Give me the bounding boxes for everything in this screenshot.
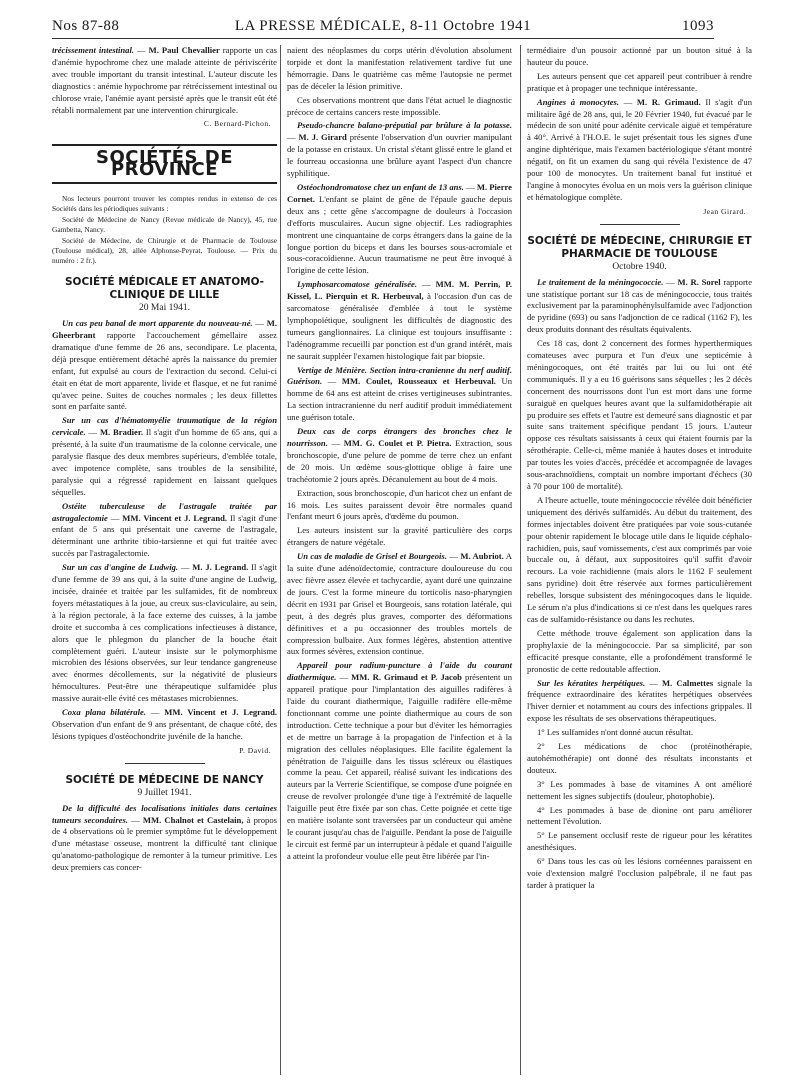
- header-rule: [52, 38, 714, 39]
- article: Ostéochondromatose chez un enfant de 13 ans. — M. Pierre Cornet. L'enfant se plaint de gêne de l'épaule gauche depuis deux ans ; cette gêne s'accompagne de douleurs à l'occasion d'efforts musculaires. Aucun signe objectif. Les radiographies montrent une cinquantaine de corps étrangers dans la gaine de la longue portion du biceps et dans les bourses sous-acromiale et sous-coracoïdienne. Aucun traumatisme ne peut être invoqué à l'origine de cette lésion.: [287, 181, 512, 276]
- intro-note: Nos lecteurs pourront trouver les comptes rendus in extenso de ces Sociétés dans les périodiques suivants :: [52, 194, 277, 214]
- separator-rule: [125, 763, 205, 764]
- reference: Société de Médecine de Nancy (Revue médicale de Nancy), 45, rue Gambetta, Nancy.: [52, 215, 277, 235]
- list-item: 6° Dans tous les cas où les lésions cornéennes paraissent en voie d'extension malgré l'occlusion palpébrale, il ne faut pas tarder à pratiquer la: [527, 856, 752, 890]
- list-item: 4° Les pommades à base de dionine ont paru améliorer nettement l'évolution.: [527, 804, 752, 827]
- article: Pseudo-chancre balano-préputial par brûlure à la potasse. — M. J. Girard présente l'observation d'un ouvrier manipulant de la potasse en cristaux. Un cristal s'étant glissé entre le gland et le fourreau occasionna une brûlure ayant l'aspect d'un chancre syphilitique.: [287, 120, 512, 179]
- paragraph: Ces 18 cas, dont 2 concernent des formes hyperthermiques comateuses avec purpura et l'un d'eux une septicémie à méningocoques, ont été traités par lui ou lui ont été communiqués. Il y a eu 16 guérisons sans séquelles ; les 2 décès concernent des nourrissons dont l'un est mort dans une forme suraiguë en quelques heures avant que la sulfamidothérapie ait pu produire ses effets et l'autre est demeuré sans diagnostic et par suite sans traitement spécifique pendant 15 jours. L'auteur oppose ces résultats saisissants à ceux qui étaient fournis par la sérothérapie. Celle-ci, même maniée à hautes doses et introduite par toutes les voies d'accès, précédée et accompagnée de lavages sous-arachnoïdiens, comptait un nombre important d'échecs (30 à 70 pour 100 de mortalité).: [527, 338, 752, 491]
- paragraph: Cette méthode trouve également son application dans la prophylaxie de la méningococcie. Par sa simplicité, par son efficacité presque constante, elle a profondément transformé le pronostic de cette redoutable affection.: [527, 627, 752, 674]
- list-item: 1° Les sulfamides n'ont donné aucun résultat.: [537, 727, 694, 738]
- page-number: 1093: [682, 18, 714, 34]
- paragraph: termédiaire d'un pousoir actionné par un bouton situé à la hauteur du pouce.: [527, 45, 752, 67]
- list-item: 5° Le pansement occlusif reste de rigueur pour les kératites anesthésiques.: [527, 830, 752, 853]
- list-item: 2° Les médications de choc (protéinothérapie, autohémothérapie) ont donné des résultats inconstants et douteux.: [527, 741, 752, 775]
- society-title: SOCIÉTÉ DE MÉDECINE DE NANCY: [65, 773, 264, 786]
- column-3: [527, 45, 752, 894]
- separator-rule: [600, 224, 680, 225]
- paragraph: naient des néoplasmes du corps utérin d'évolution absolument torpide et dont la manifestation relativement tardive fut une hémorragie. Dans le quatrième cas même l'autopsie ne permet pas de déceler la lésion primitive.: [287, 45, 512, 91]
- article: Sur un cas d'angine de Ludwig. — M. J. Legrand. Il s'agit d'une femme de 39 ans qui, à la suite d'une angine de Ludwig, incisée, drainée et traitée par les sulfamides, fit de nombreux foyers métastatiques à la joue, au creux sus-claviculaire, au sein, à la région pectorale, à la face externe des cuisses, à la jambe droite et succomba à ces complications infectieuses à distance, alors que le phlegmon du plancher de la bouche était complètement guéri. L'auteur insiste sur le polymorphisme microbien des lésions observées, sur leur tendance gangreneuse avec énormes décollements, sur la négativité de plusieurs hémocultures. Peut-être une thérapeutique sulfamidée plus massive aurait-elle évité ces métastases microbiennes.: [52, 562, 277, 704]
- column-1: [52, 45, 277, 876]
- paragraph: Les auteurs insistent sur la gravité particulière des corps étrangers de nature végétale.: [287, 525, 512, 548]
- article: Vertige de Ménière. Section intra-cranienne du nerf auditif. Guérison. — MM. Coulet, Rousseaux et Herbeuval. Un homme de 64 ans est atteint de crises vertigineuses subintrantes. La section intracranienne du nerf auditif produit immédiatement une guérison totale.: [287, 364, 512, 423]
- signature: C. Bernard-Pichon.: [203, 119, 271, 129]
- paragraph: A l'heure actuelle, toute méningococcie révélée doit bénéficier uniquement des dérivés sulfamidés. Au début du traitement, des formes injectables doivent être pratiquées par voie sous-cutanée pour obtenir rapidement le blocage utile dans le liquide céphalo-rachidien, puis, sauf vomissements, c'est aux comprimés par voie buccale ou, à défaut, aux suppositoires qu'il suffit d'avoir recours. La voie rachidienne (mais alors le 1162 F seulement sans pyridine) doit être réservée aux formes particulièrement rebelles, lorsque subsistent des méningocoques dans le liquide. Le sérum n'a plus d'indications si ce n'est dans les quelques rares cas de sulfamido-résistance ou dans les rechutes.: [527, 494, 752, 624]
- list-item: 3° Les pommades à base de vitamines A ont amélioré nettement les signes subjectifs (douleur, photophobie).: [527, 778, 752, 801]
- article: Sur les kératites herpétiques. — M. Calmettes signale la fréquence extraordinaire des kératites herpétiques observées l'hiver dernier et notamment au cours des infections grippales. Il expose les résultats de ses observations thérapeutiques.: [527, 677, 753, 724]
- article: Coxa plana bilatérale. — MM. Vincent et J. Legrand. Observation d'un enfant de 9 ans présentant, de chaque côté, des lésions typiques d'ostéochondrite juvénile de la hanche.: [52, 707, 278, 741]
- paragraph: Les auteurs pensent que cet appareil peut contribuer à rendre pratique et à propager une technique intéressante.: [527, 70, 752, 93]
- column-2: [287, 45, 512, 865]
- article: Deux cas de corps étrangers des bronches chez le nourrisson. — MM. G. Coulet et P. Pietra. Extraction, sous bronchoscopie, d'une pelure de pomme de terre chez un enfant de 20 mois. Un œdème sous-glottique oblige à faire une trachéotomie 2 jours après. Décanulement au bout de 4 mois.: [287, 426, 512, 484]
- article: Le traitement de la méningococcie. — M. R. Sorel rapporte une statistique portant sur 18 cas de méningococcie, tous traités exclusivement par la paraminophénylsulfamide avec l'adjonction de pyridine (693) ou sans l'adjonction de ce radical (1162 F), les deux produits donnant des résultats équivalents.: [527, 276, 753, 335]
- article: Ostéite tuberculeuse de l'astragale traitée par astragalectomie — MM. Vincent et J. Legrand. Il s'agit d'une enfant de 5 ans qui présentait une caverne de l'astragale, déterminant une arthrite tibio-tarsienne et qui fut traitée avec succès par l'astragalectomie.: [52, 500, 277, 559]
- signature: P. David.: [239, 745, 271, 755]
- article: Un cas peu banal de mort apparente du nouveau-né. — M. Gheerbrant rapporte l'accouchement gémellaire assez dramatique d'une femme de 26 ans, secondipare. Le placenta, déjà presque entièrement détaché après la naissance du premier enfant, fut expulsé au cours de l'extraction du second. Celui-ci était en état de mort apparente, livide et flasque, et ne fut ranimé qu'avec peine. Suites de couches normales ; les deux fillettes sont en parfaite santé.: [52, 318, 277, 412]
- article: Appareil pour radium-puncture à l'aide du courant diathermique. — MM. R. Grimaud et P. Jacob présentent un appareil pratique pour l'implantation des aiguilles radifères à l'aide du courant diathermique, l'aiguille radifère elle-même fonctionnant comme une pointe diathermique au cours de son introduction. Cette technique a pour but d'éviter les hémorragies et de mettre un barrage à la propagation de l'infection et à la migration des cellules néoplasiques. Elle facilite également la pénétration de l'aiguille dans les tissus scléreux ou élastiques comme la peau. Cet appareil, réalisé suivant les indications des auteurs par la Verrerie Scientifique, se compose d'une poignée en creuse de revolver prolongée d'une tige à l'extrémité de laquelle l'aiguille peut être fixée par son chas. Cette poignée et cette tige en matière isolante sont traversées par un conducteur qui amène le courant jusqu'au chas de l'aiguille. Pendant la pose de l'aiguille le circuit est fermé par un interrupteur à pédale et quand l'aiguille a atteint la profondeur voulue elle peut être libérée par l'in-: [287, 660, 512, 861]
- journal-title-date: LA PRESSE MÉDICALE, 8-11 Octobre 1941: [234, 18, 532, 34]
- society-title: SOCIÉTÉ MÉDICALE ET ANATOMO-CLINIQUE DE LILLE: [64, 276, 265, 302]
- paragraph: Ces observations montrent que dans l'état actuel le diagnostic précoce de certains cancers reste impossible.: [287, 94, 512, 117]
- column-divider: [280, 45, 281, 1075]
- meeting-date: Octobre 1940.: [612, 261, 667, 272]
- reference: Société de Médecine, de Chirurgie et de Pharmacie de Toulouse (Toulouse médical), 28, allée Alphonse-Peyrat, Toulouse. — Prix du numéro : 2 fr.).: [52, 236, 277, 266]
- article: De la difficulté des localisations initiales dans certaines tumeurs secondaires. — MM. Chalnot et Castelain, à propos de 4 observations où le premier symptôme fut le développement d'une métastase osseuse, montrent la difficulté tant clinique qu'anatomo-pathologique de remonter à la tumeur primitive. Les deux premiers cas concer-: [52, 802, 277, 873]
- issue-number: Nos 87-88: [52, 18, 120, 34]
- article: Sur un cas d'hématomyélie traumatique de la région cervicale. — M. Bradier. Il s'agit d'un homme de 65 ans, qui a présenté, à la suite d'un traumatisme de la colonne cervicale, une paralysie flasque des deux membres supérieurs, d'emblée totale, avec impotence complète, sans troubles de la sensibilité, paralysie qui a régressé rapidement en laissant quelques séquelles.: [52, 415, 278, 497]
- article: Angines à monocytes. — M. R. Grimaud. Il s'agit d'un militaire âgé de 28 ans, qui, le 20 Février 1940, fut évacué par le médecin de son unité pour adénite cervicale aiguë et température à 40°. Arrivé à l'H.O.E. le sujet présentait tous les signes d'une angine diphtérique, mais l'examen bactériologique s'étant montré négatif, on fit un examen du sang qui révéla l'existence de 47 pour 100 de monocytes. Un traitement banal fut institué et l'angine à monocytes évolua en un mois vers la guérison clinique et hématologique complète.: [527, 96, 753, 202]
- meeting-date: 9 Juillet 1941.: [137, 787, 192, 798]
- article: trécissement intestinal. — M. Paul Chevallier rapporte un cas d'anémie hypochrome chez une malade atteinte de périviscérite avec trouble important du transit intestinal. L'auteur discute les diagnostics : anémie hypochrome par rétrécissement intestinal ou chlorose vraie, l'anémie ayant persisté après que le transit eût été rétabli normalement par une intervention chirurgicale.: [52, 45, 277, 115]
- signature: Jean Girard.: [703, 206, 746, 216]
- article: Un cas de maladie de Grisel et Bourgeois. — M. Aubriot. A la suite d'une adénoïdectomie, contracture douloureuse du cou avec fièvre assez élevée et tachycardie, ayant duré une quinzaine de jours. C'est la forme mineure du torticolis naso-pharyngien décrit en 1931 par Grisel et Bourgeois, sans rotation latérale, qui peut, à des degrés plus graves, comporter des déformations définitives et a pu occasionner des troubles mortels de compression bulbaire. Aux formes légères, abstention attentive aux formes sévères, extension continue.: [287, 551, 512, 657]
- article: Lymphosarcomatose généralisée. — MM. M. Perrin, P. Kissel, L. Pierquin et R. Herbeuval, à l'occasion d'un cas de sarcomatose généralisée d'emblée à tout le système lymphopoïétique, soulignent les difficultés de diagnostic des tumeurs ganglionnaires. La clinique est toujours insuffisante : l'adénogramme recueilli par ponction est d'un grand intérêt, mais ne saurait suppléer l'examen histologique fait par biopsie.: [287, 279, 513, 361]
- column-divider: [520, 45, 521, 1075]
- section-title: SOCIÉTÉS DE PROVINCE: [52, 144, 277, 184]
- society-title: SOCIÉTÉ DE MÉDECINE, CHIRURGIE ET PHARMACIE DE TOULOUSE: [527, 234, 752, 260]
- meeting-date: 20 Mai 1941.: [139, 303, 190, 314]
- paragraph: Extraction, sous bronchoscopie, d'un haricot chez un enfant de 16 mois. Les suites paraissent devoir être normales quand l'enfant meurt 6 jours après, d'œdème du poumon.: [287, 487, 512, 522]
